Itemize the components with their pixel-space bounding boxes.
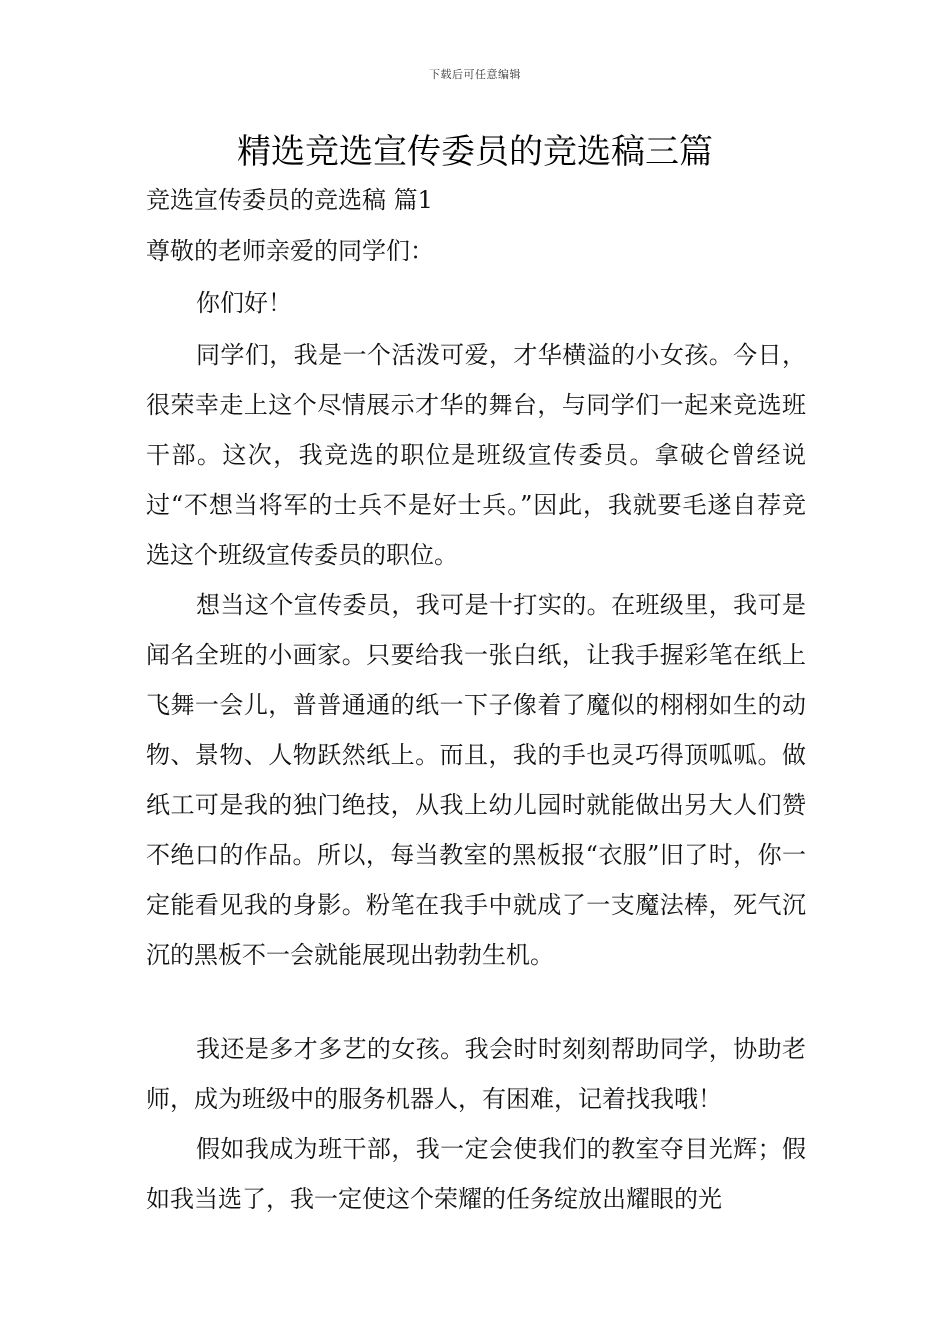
paragraph: 想当这个宣传委员，我可是十打实的。在班级里，我可是闻名全班的小画家。只要给我一张白纸，让我手握彩笔在纸上飞舞一会儿，普普通通的纸一下子像着了魔似的栩栩如生的动物、景物、人物跃然纸上。而且，我的手也灵巧得顶呱呱。做纸工可是我的独门绝技，从我上幼儿园时就能做出另大人们赞不绝口的作品。所以，每当教室的黑板报“衣服”旧了时，你一定能看见我的身影。粉笔在我手中就成了一支魔法棒，死气沉沉的黑板不一会就能展现出勃勃生机。 (146, 591, 806, 969)
paragraph-block-2 (146, 580, 806, 980)
header-note: 下载后可任意编辑 (429, 68, 521, 81)
paragraph-block-3 (146, 1024, 806, 1124)
paragraph: 假如我成为班干部，我一定会使我们的教室夺目光辉；假如我当选了，我一定使这个荣耀的任务绽放出耀眼的光 (146, 1135, 806, 1213)
paragraph-block-4 (146, 1124, 806, 1224)
paragraph: 同学们，我是一个活泼可爱，才华横溢的小女孩。今日，很荣幸走上这个尽情展示才华的舞台，与同学们一起来竞选班干部。这次，我竞选的职位是班级宣传委员。拿破仑曾经说过“不想当将军的士兵不是好士兵。”因此，我就要毛遂自荐竞选这个班级宣传委员的职位。 (146, 341, 806, 569)
salutation: 尊敬的老师亲爱的同学们： (146, 237, 434, 265)
section-subtitle: 竞选宣传委员的竞选稿 篇1 (146, 186, 433, 214)
paragraph-block-1 (146, 330, 806, 580)
paragraph: 我还是多才多艺的女孩。我会时时刻刻帮助同学，协助老师，成为班级中的服务机器人，有困难，记着找我哦！ (146, 1035, 806, 1113)
greeting: 你们好！ (196, 289, 292, 317)
document-title: 精选竞选宣传委员的竞选稿三篇 (237, 132, 713, 172)
